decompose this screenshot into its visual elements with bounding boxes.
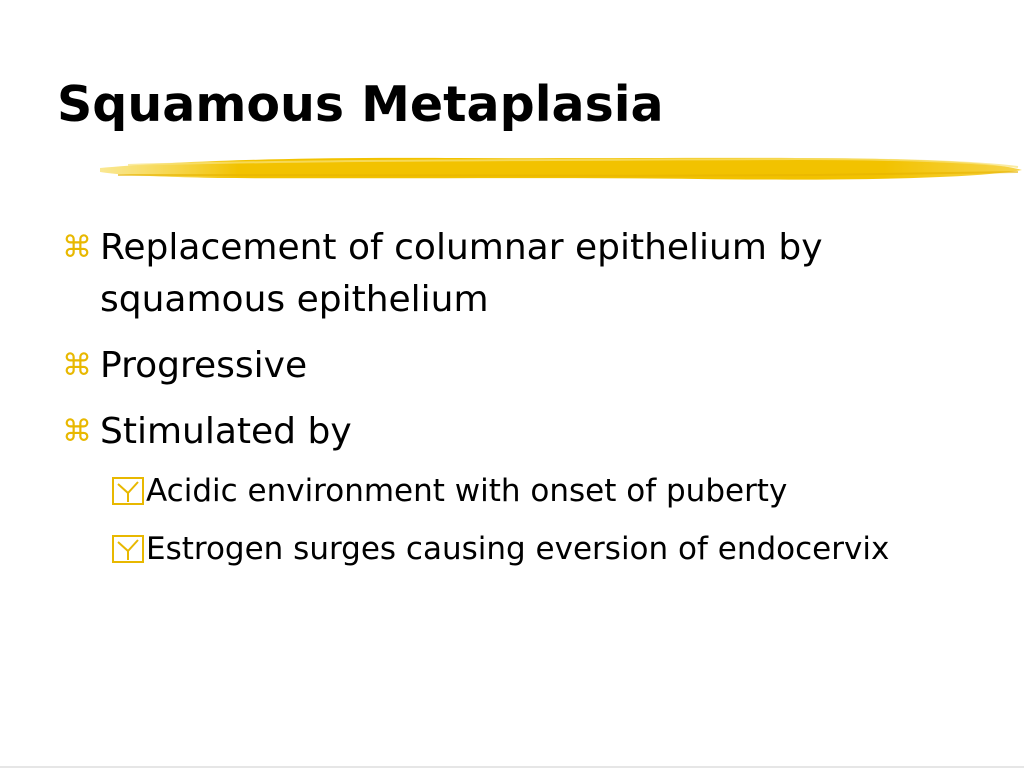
sub-bullet-item — [112, 468, 982, 514]
bullet-item — [62, 222, 982, 326]
sub-bullet-text: Estrogen surges causing eversion of endocervix — [146, 531, 890, 567]
sub-bullet-item — [112, 526, 982, 572]
command-icon: ⌘ — [62, 348, 92, 383]
bullet-item — [62, 406, 982, 458]
bullet-text: Stimulated by — [100, 411, 352, 452]
slide-title: Squamous Metaplasia — [57, 76, 664, 133]
sub-bullet-list — [62, 468, 982, 572]
bullet-text: Progressive — [100, 345, 308, 386]
checkbox-check-icon — [112, 468, 146, 514]
bullet-item — [62, 340, 982, 392]
command-icon: ⌘ — [62, 230, 92, 265]
sub-bullet-text: Acidic environment with onset of puberty — [146, 473, 788, 509]
checkbox-check-icon — [112, 526, 146, 572]
bullet-list — [62, 222, 982, 584]
title-highlight-stroke — [98, 148, 1024, 188]
command-icon: ⌘ — [62, 414, 92, 449]
bullet-text: Replacement of columnar epithelium by squamous epithelium — [100, 227, 823, 320]
